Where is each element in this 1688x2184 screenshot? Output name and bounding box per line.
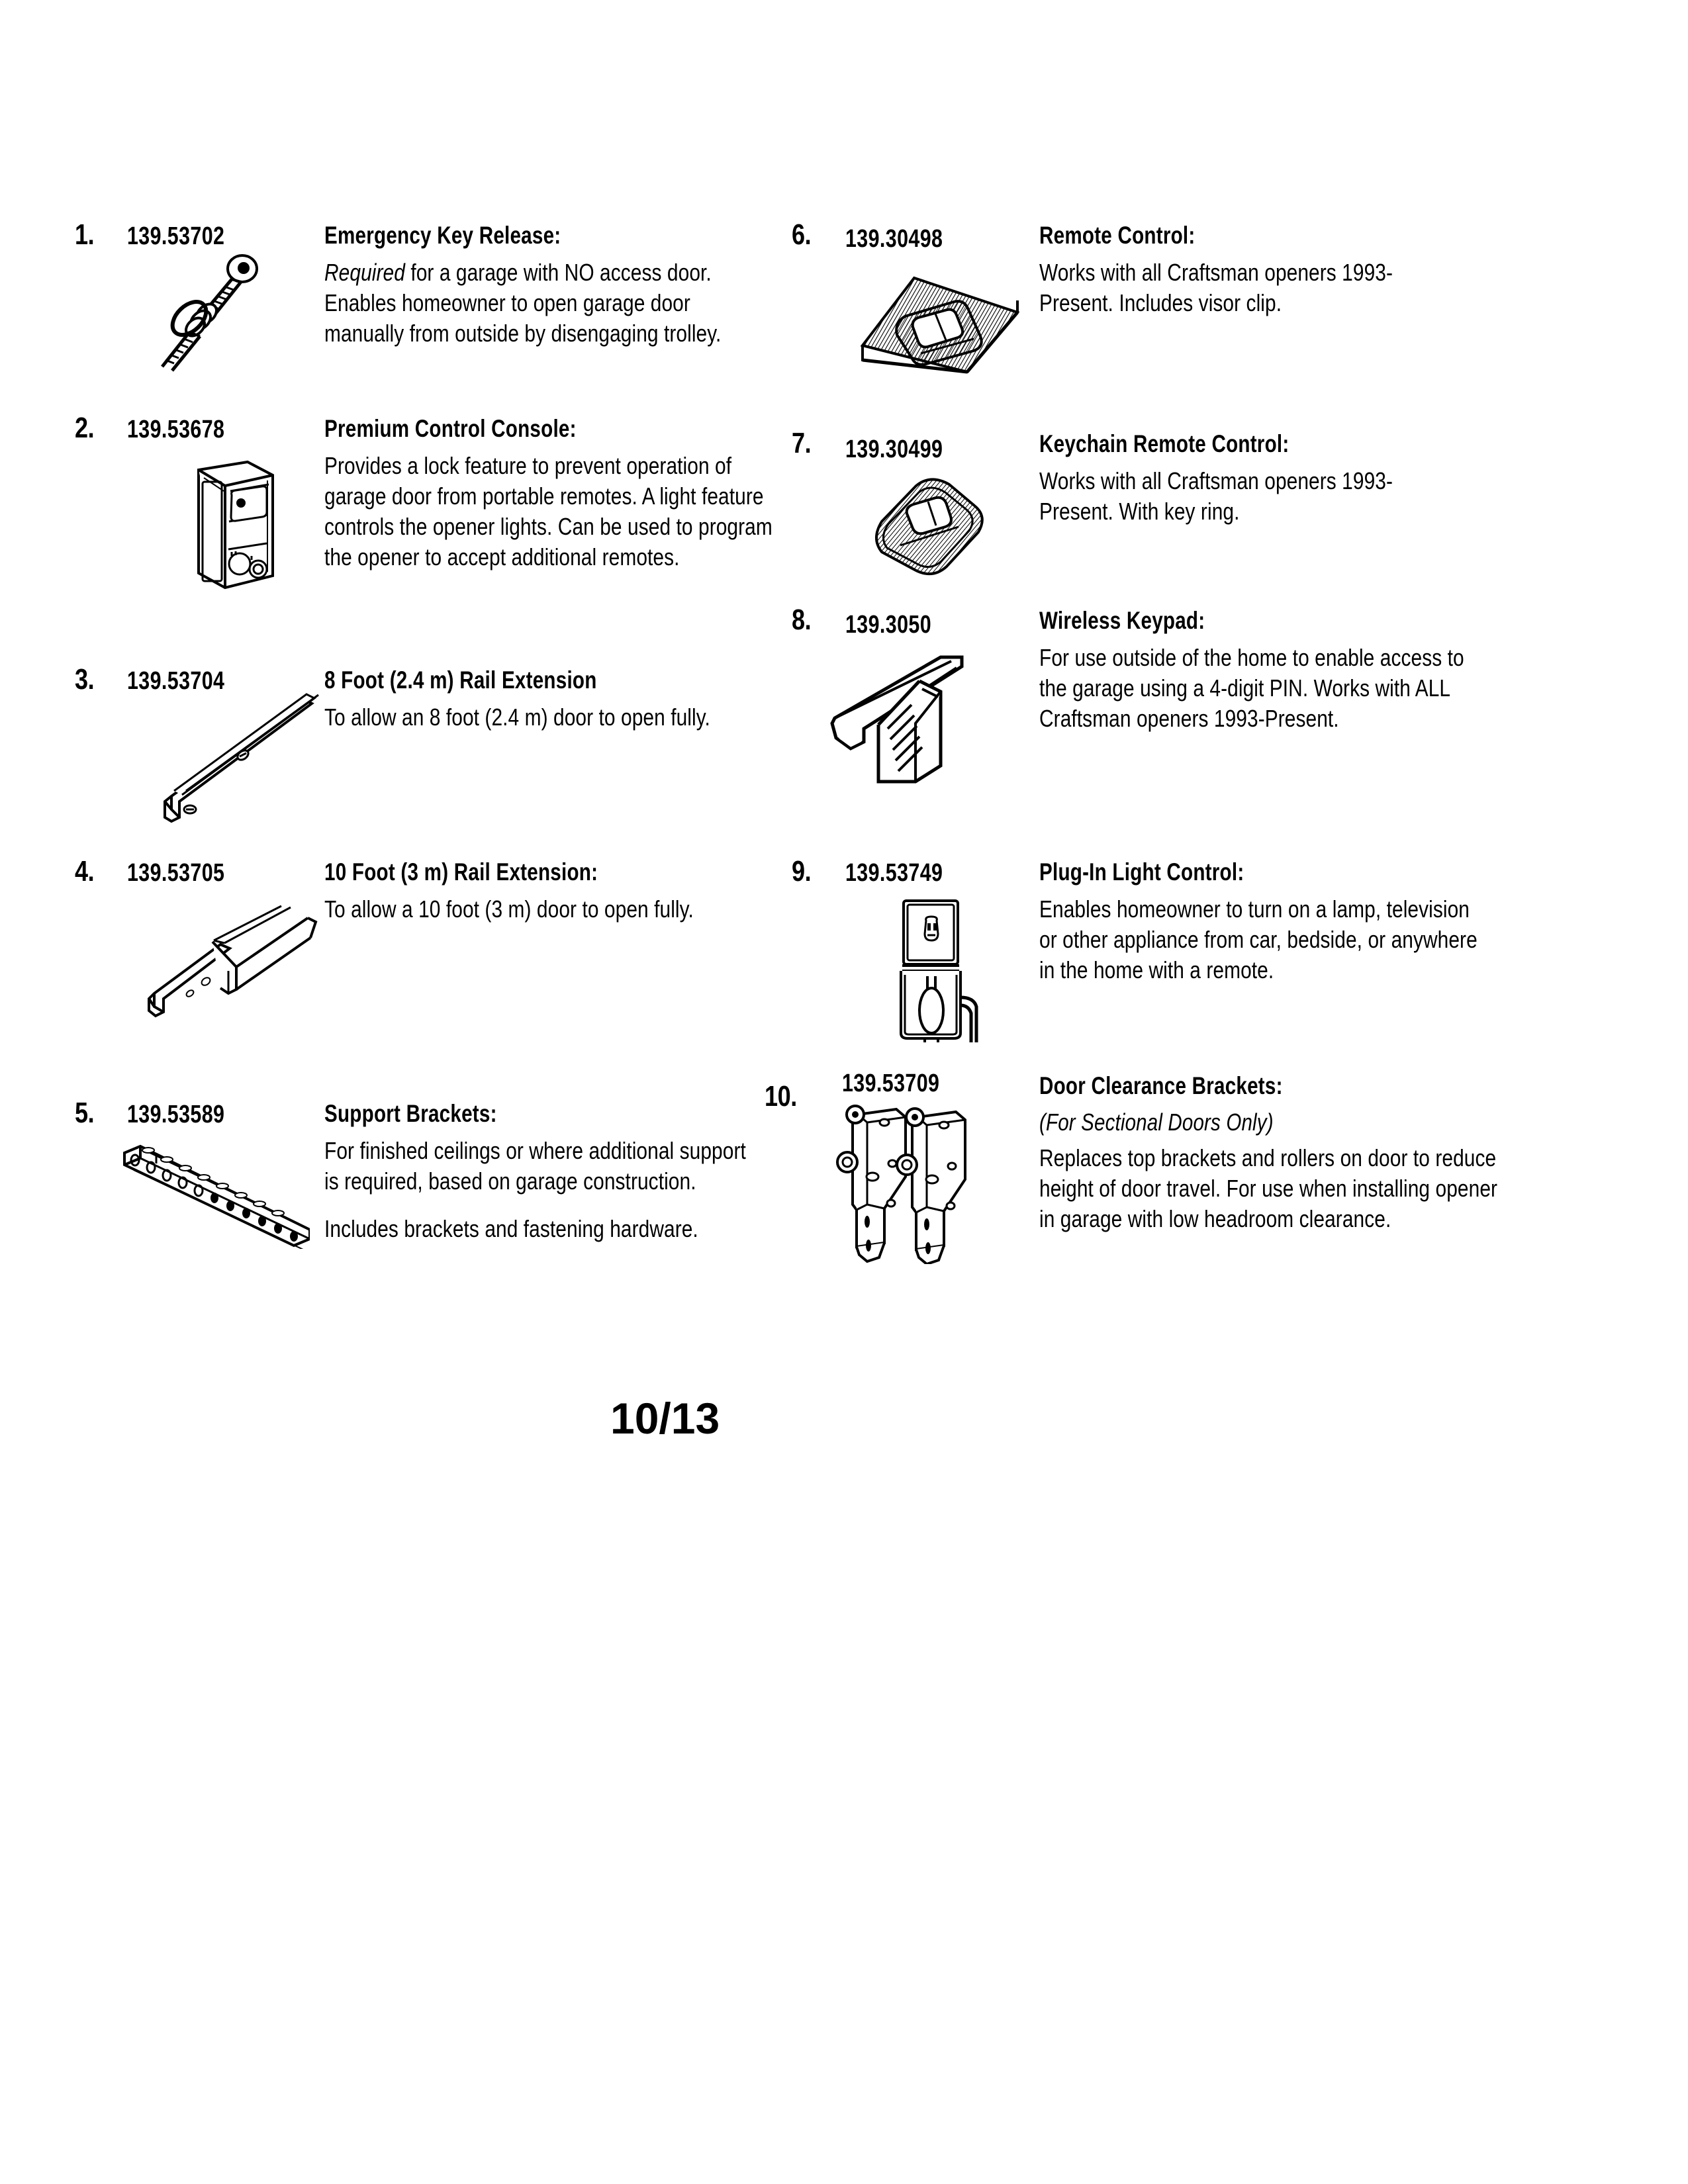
accessory-number: 3.: [75, 663, 95, 696]
accessory-title: 8 Foot (2.4 m) Rail Extension: [324, 666, 597, 694]
accessory-part-number: 139.3050: [845, 611, 931, 639]
accessory-body-text: To allow an 8 foot (2.4 m) door to open fully.: [324, 703, 710, 731]
remote-control-icon: [857, 271, 1029, 377]
accessory-body-text: Works with all Craftsman openers 1993-Present. Includes visor clip.: [1039, 258, 1393, 316]
accessory-part-number: 139.53678: [127, 416, 225, 443]
accessory-description-block: [324, 220, 761, 349]
accessory-number: 1.: [75, 218, 95, 251]
plug-in-light-control-icon: [890, 897, 1023, 1042]
emergency-key-release-icon: [126, 250, 271, 376]
accessory-subtitle: (For Sectional Doors Only): [1039, 1108, 1274, 1136]
accessory-description-block: [1039, 220, 1503, 318]
accessory-body-text-secondary: Includes brackets and fastening hardware.: [324, 1215, 698, 1243]
accessory-title: Remote Control:: [1039, 222, 1196, 249]
accessory-number: 5.: [75, 1097, 95, 1129]
accessory-description-block: [324, 1099, 874, 1244]
accessory-title: 10 Foot (3 m) Rail Extension:: [324, 858, 598, 886]
accessory-description-block: [1039, 1071, 1602, 1234]
accessory-title: Door Clearance Brackets:: [1039, 1072, 1283, 1099]
support-brackets-icon: [118, 1140, 310, 1249]
keychain-remote-icon: [867, 475, 1000, 581]
accessory-description-block: [1039, 857, 1582, 985]
accessory-body-text: Enables homeowner to turn on a lamp, television or other appliance from car, bedside, or anywhere in the home with a remote.: [1039, 895, 1477, 984]
accessory-body-text: For finished ceilings or where additional support is required, based on garage construction.: [324, 1136, 746, 1195]
accessory-number: 4.: [75, 855, 95, 887]
accessory-description-block: [324, 665, 874, 733]
accessory-body-text: Replaces top brackets and rollers on door to reduce height of door travel. For use when installing opener in garage with low headroom clearance.: [1039, 1144, 1498, 1232]
accessory-title: Plug-In Light Control:: [1039, 858, 1244, 886]
accessory-title: Support Brackets:: [324, 1100, 497, 1127]
accessory-part-number: 139.53704: [127, 667, 225, 695]
accessory-number: 10.: [765, 1080, 797, 1113]
accessory-number: 8.: [792, 604, 812, 636]
accessory-number: 9.: [792, 855, 812, 887]
accessory-part-number: 139.53589: [127, 1101, 225, 1128]
accessory-description-block: [1039, 606, 1562, 734]
accessory-number: 7.: [792, 427, 812, 459]
accessory-body-text: Provides a lock feature to prevent operation of garage door from portable remotes. A light feature controls the opener lights. Can be used to program the opener to accept additional remotes.: [324, 451, 773, 571]
accessory-body-text: Works with all Craftsman openers 1993-Present. With key ring.: [1039, 467, 1393, 525]
accessory-part-number: 139.30498: [845, 225, 943, 253]
accessory-part-number: 139.53749: [845, 859, 943, 887]
accessory-part-number: 139.53702: [127, 222, 225, 250]
accessory-title: Emergency Key Release:: [324, 222, 561, 249]
accessory-part-number: 139.53709: [842, 1069, 940, 1097]
premium-control-console-icon: [187, 455, 286, 594]
accessory-title: Wireless Keypad:: [1039, 607, 1205, 634]
door-clearance-brackets-icon: [833, 1099, 985, 1264]
accessory-part-number: 139.53705: [127, 859, 225, 887]
accessory-description-block: [1039, 429, 1503, 527]
accessory-body-text: To allow a 10 foot (3 m) door to open fully.: [324, 895, 694, 923]
wireless-keypad-icon: [824, 652, 983, 784]
page-number-footer: 10/13: [610, 1394, 720, 1443]
accessory-body-text: For use outside of the home to enable access to the garage using a 4-digit PIN. Works with ALL Craftsman openers 1993-Present.: [1039, 643, 1464, 733]
accessory-number: 2.: [75, 412, 95, 444]
accessory-title: Premium Control Console:: [324, 415, 577, 442]
accessory-body-text: Required for a garage with NO access door. Enables homeowner to open garage door manually from outside by disengaging trolley.: [324, 258, 722, 347]
rail-extension-8ft-icon: [156, 692, 321, 824]
rail-extension-10ft-icon: [142, 903, 328, 1023]
accessory-title: Keychain Remote Control:: [1039, 430, 1289, 457]
accessory-part-number: 139.30499: [845, 435, 943, 463]
accessory-number: 6.: [792, 218, 812, 251]
